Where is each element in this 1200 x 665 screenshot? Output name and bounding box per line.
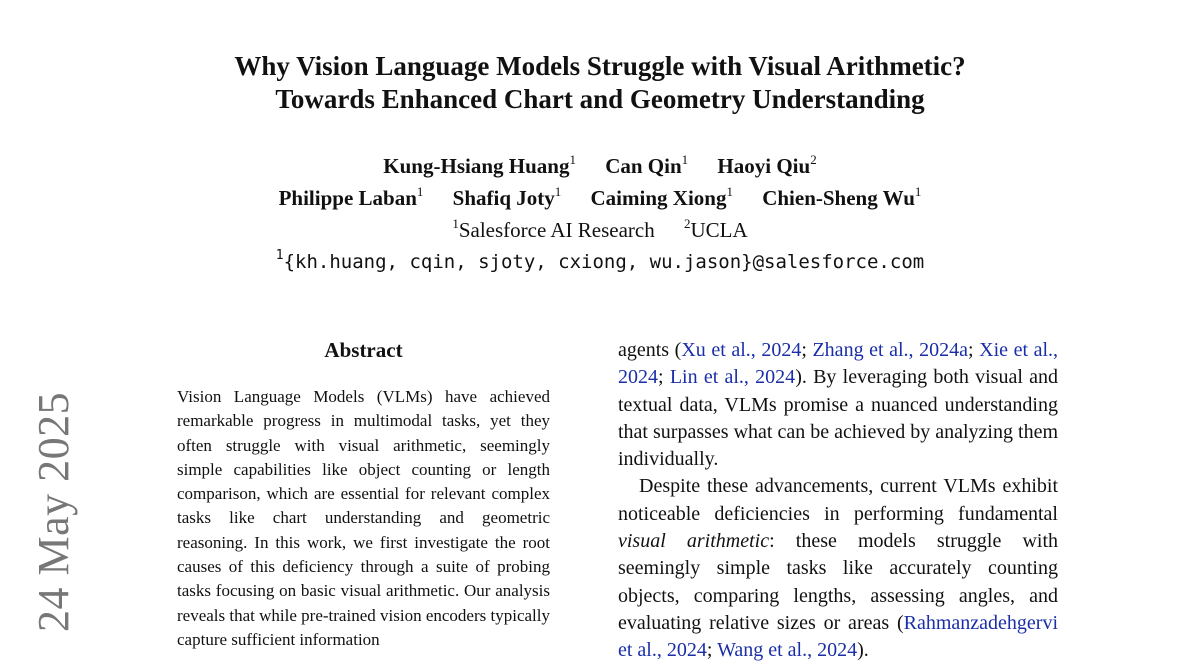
arxiv-side-stamp: 24 May 2025 (29, 391, 78, 632)
author: Philippe Laban$^1$ (278, 184, 424, 210)
intro-paragraph-1: agents (Xu et al., 2024; Zhang et al., 2024a; Xie et al., 2024; Lin et al., 2024). By leveraging both visual and textual data, VLMs promise a nuanced understanding that surpasses what can be achieved by analyzing them individually. (618, 339, 1059, 471)
email-line: $^1${kh.huang, cqin, sjoty, cxiong, wu.jason}@salesforce.com (275, 248, 925, 273)
affiliation: $^1$Salesforce AI Research (452, 216, 655, 242)
author: Haoyi Qiu$^2$ (717, 152, 817, 178)
author-block (150, 150, 1050, 278)
affiliations (150, 214, 1050, 246)
abstract-heading: Abstract (324, 338, 403, 362)
author: Chien-Sheng Wu$^1$ (762, 184, 922, 210)
author-row-1 (150, 150, 1050, 182)
author: Kung-Hsiang Huang$^1$ (383, 152, 576, 178)
author-row-2 (150, 182, 1050, 214)
citation-link[interactable]: Rahmanzadehgervi et al., 2024 (618, 611, 1058, 662)
citation-link[interactable]: Zhang et al., 2024a (812, 339, 968, 361)
paper-title (150, 50, 1050, 116)
right-column (618, 337, 1058, 665)
citation-link[interactable]: Lin et al., 2024 (669, 366, 796, 389)
author: Caiming Xiong$^1$ (590, 184, 733, 210)
title-line-2: Towards Enhanced Chart and Geometry Understanding (275, 84, 925, 114)
abstract-text: Vision Language Models (VLMs) have achieved remarkable progress in multimodal tasks, yet they often struggle with visual arithmetic, seemingly simple capabilities like object counting or length comparison, which are essential for relevant complex tasks like chart understanding and geometric reasoning. In this work, we first investigate the root causes of this deficiency through a suite of probing tasks focusing on basic visual arithmetic. Our analysis reveals that while pre-trained vision encoders typically capture sufficient information (177, 387, 550, 649)
citation-link[interactable]: Wang et al., 2024 (717, 639, 858, 662)
author: Can Qin$^1$ (605, 152, 689, 178)
emphasis-term: visual arithmetic (618, 530, 770, 553)
citation-link[interactable]: Xie et al., 2024 (618, 339, 1058, 389)
affiliation: $^2$UCLA (684, 216, 748, 242)
intro-paragraph-2: Despite these advancements, current VLMs exhibit noticeable deficiencies in performing fundamental visual arithmetic: these models struggle with seemingly simple tasks like accurately counting objects, comparing lengths, assessing angles, and evaluating relative sizes or areas (Rahmanzadehgervi et al., 2024; Wang et al., 2024). (618, 475, 1058, 662)
author: Shafiq Joty$^1$ (452, 184, 562, 210)
citation-link[interactable]: Xu et al., 2024 (681, 339, 802, 361)
email-addresses: {kh.huang, cqin, sjoty, cxiong, wu.jason}@salesforce.com (283, 251, 925, 273)
title-line-1: Why Vision Language Models Struggle with Visual Arithmetic? (234, 51, 966, 81)
